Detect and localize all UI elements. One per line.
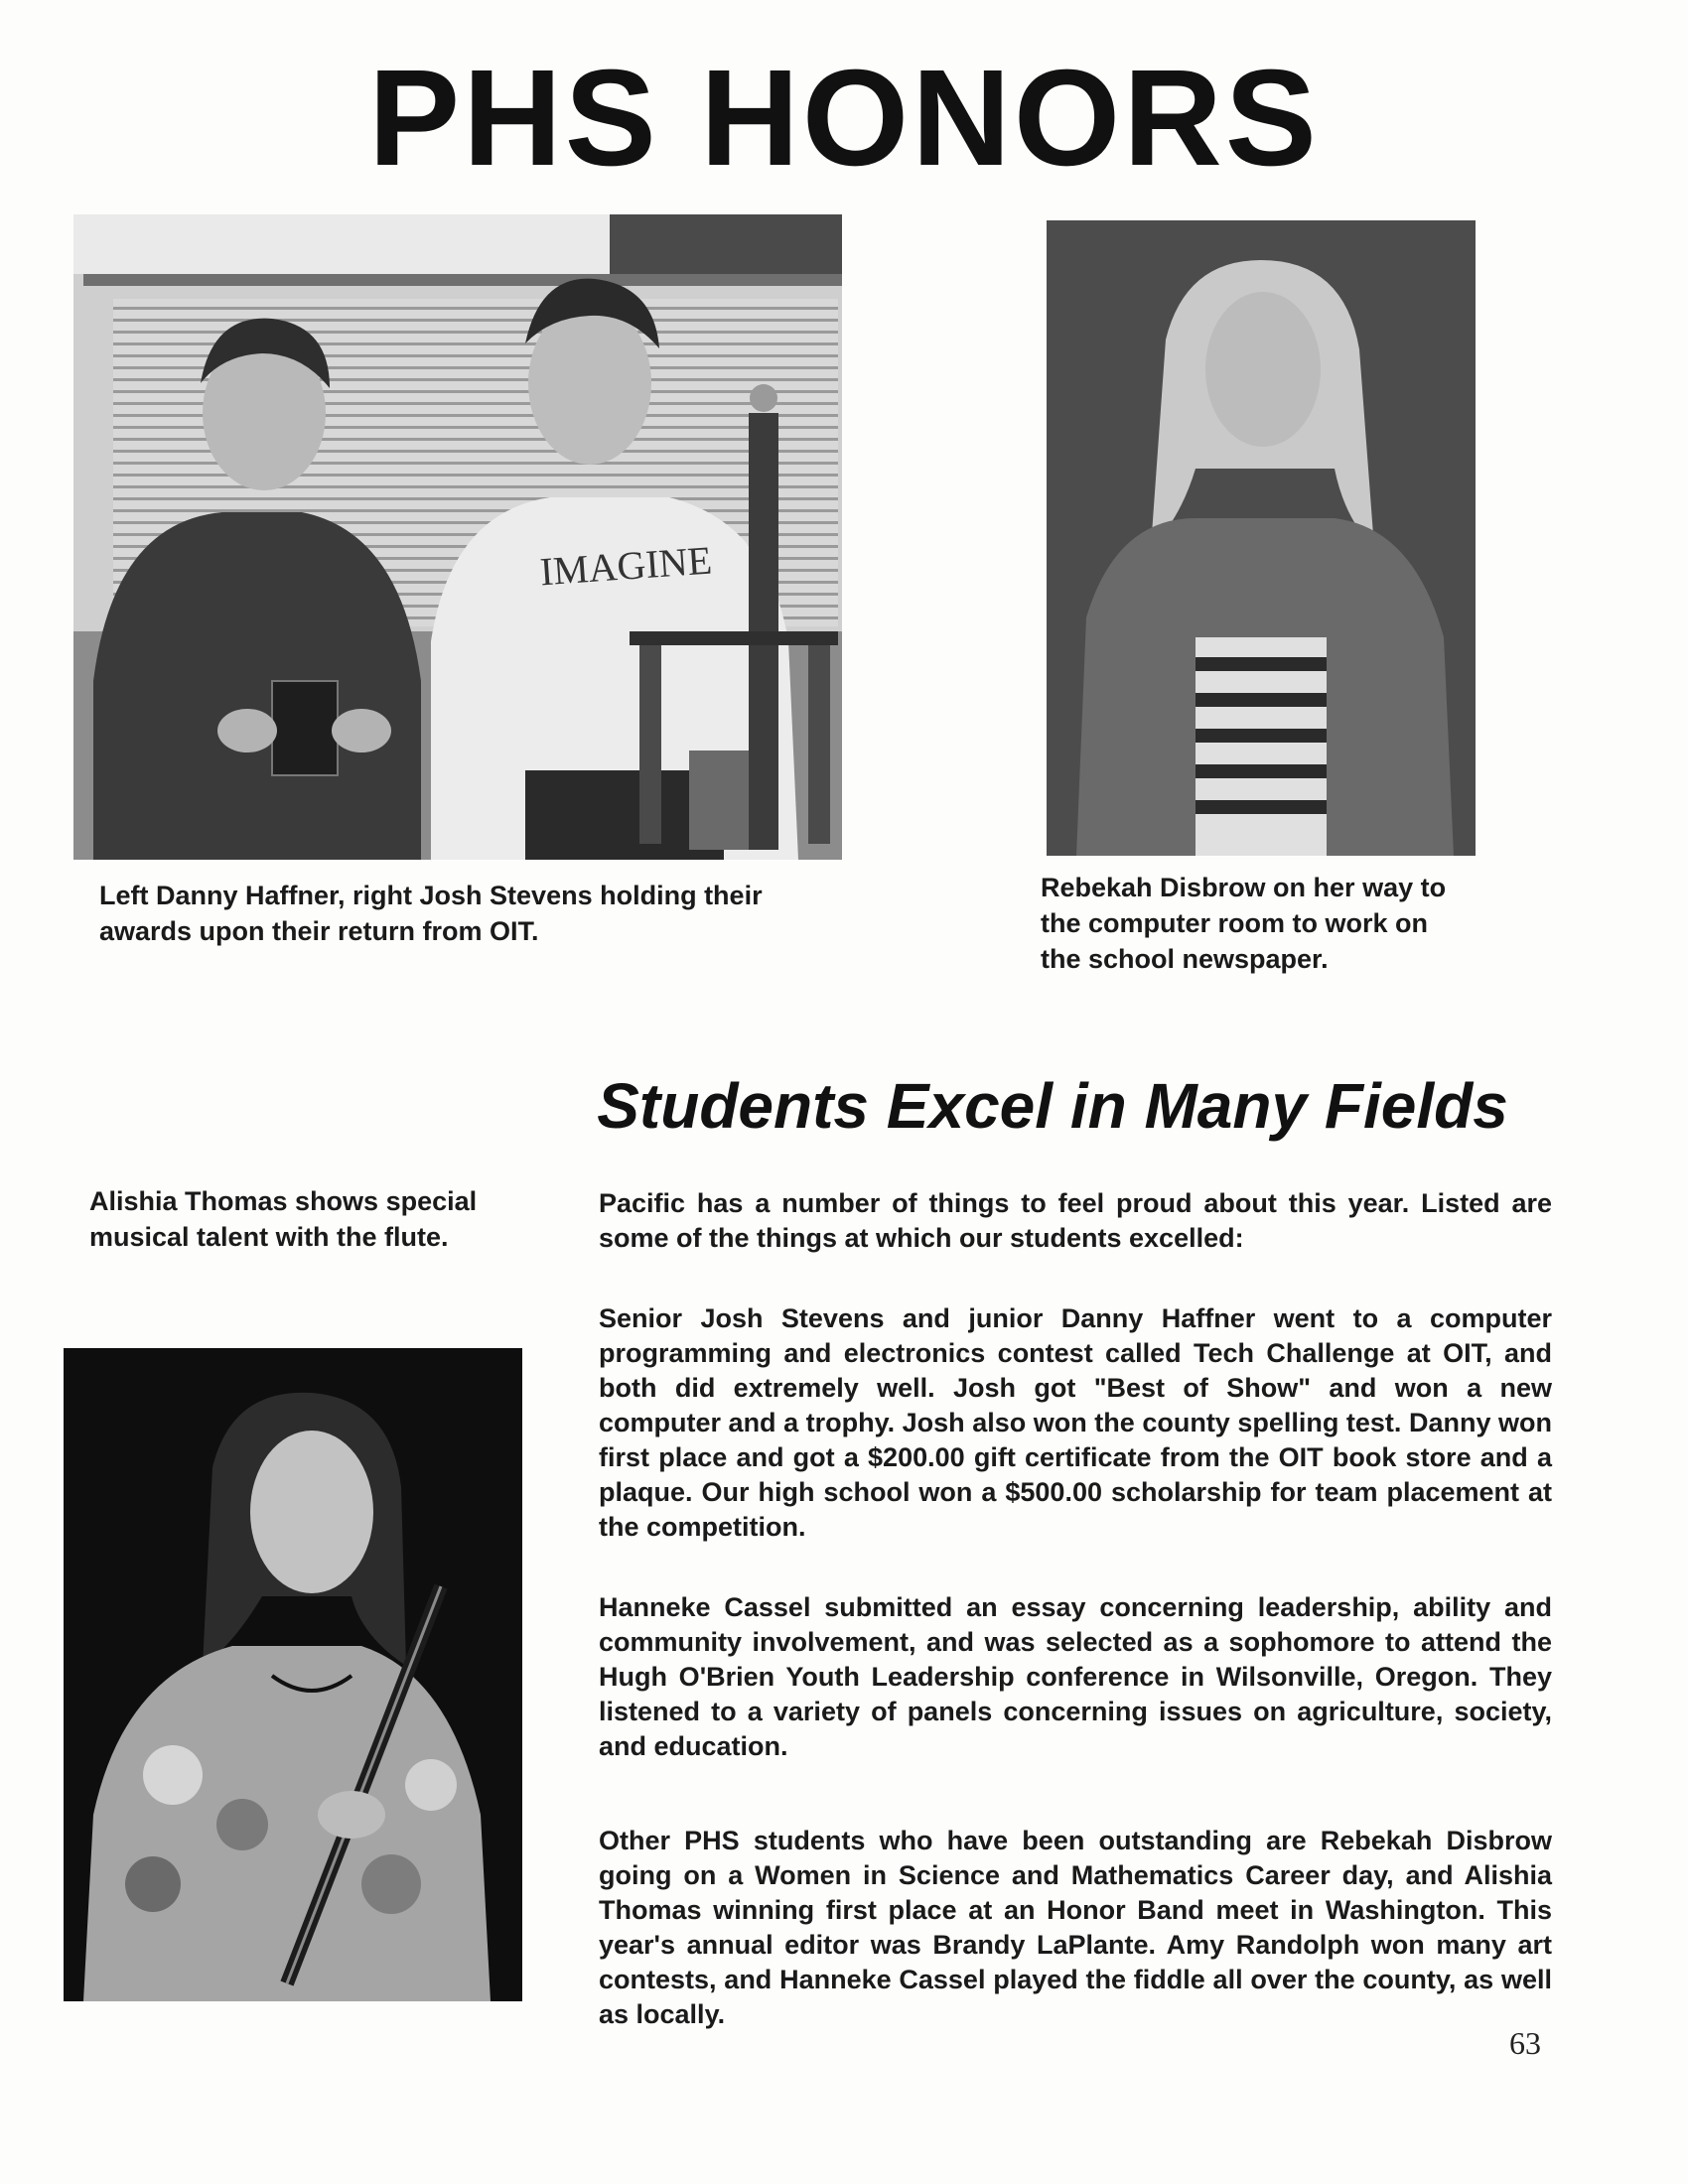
caption-line: the computer room to work on (1041, 908, 1429, 938)
article-paragraph: Hanneke Cassel submitted an essay concerning leadership, ability and community involvement, and was selected as a sophomore to attend the Hugh O'Brien Youth Leadership conference in Wilsonville, Oregon. They listened to a variety of panels concerning issues on agriculture, society, and education. (599, 1592, 1552, 1761)
photo-rebekah-disbrow (1047, 220, 1476, 856)
article-body (599, 1186, 1552, 2078)
photo-danny-and-josh (73, 214, 842, 860)
caption-alishia-thomas (89, 1183, 566, 1255)
article-paragraph: Pacific has a number of things to feel proud about this year. Listed are some of the things at which our students excelled: (599, 1188, 1552, 1253)
page-number: 63 (1509, 2025, 1541, 2061)
article-heading: Students Excel in Many Fields (597, 1070, 1508, 1142)
caption-line: Rebekah Disbrow on her way to (1041, 873, 1447, 902)
article-paragraph: Senior Josh Stevens and junior Danny Haffner went to a computer programming and electronics contest called Tech Challenge at OIT, and both did extremely well. Josh got "Best of Show" and won a new computer and a trophy. Josh also won the county spelling test. Danny won first place and got a $200.00 gift certificate from the OIT book store and a plaque. Our high school won a $500.00 scholarship for team placement at the competition. (599, 1303, 1552, 1542)
article-paragraph: Other PHS students who have been outstanding are Rebekah Disbrow going on a Women in Science and Mathematics Career day, and Alishia Thomas winning first place at an Honor Band meet in Washington. This year's annual editor was Brandy LaPlante. Amy Randolph won many art contests, and Hanneke Cassel played the fiddle all over the county, as well as locally. (599, 1826, 1552, 2029)
caption-line: Left Danny Haffner, right Josh Stevens holding their (99, 881, 763, 910)
photo-alishia-thomas (64, 1348, 522, 2001)
caption-line: awards upon their return from OIT. (99, 916, 539, 946)
caption-line: musical talent with the flute. (89, 1222, 449, 1252)
page-title: PHS HONORS (368, 42, 1320, 195)
shirt-logo-text: IMAGINE (538, 537, 714, 595)
caption-line: the school newspaper. (1041, 944, 1329, 974)
caption-rebekah-disbrow (1041, 870, 1517, 977)
caption-line: Alishia Thomas shows special (89, 1186, 478, 1216)
caption-danny-and-josh (99, 878, 874, 949)
